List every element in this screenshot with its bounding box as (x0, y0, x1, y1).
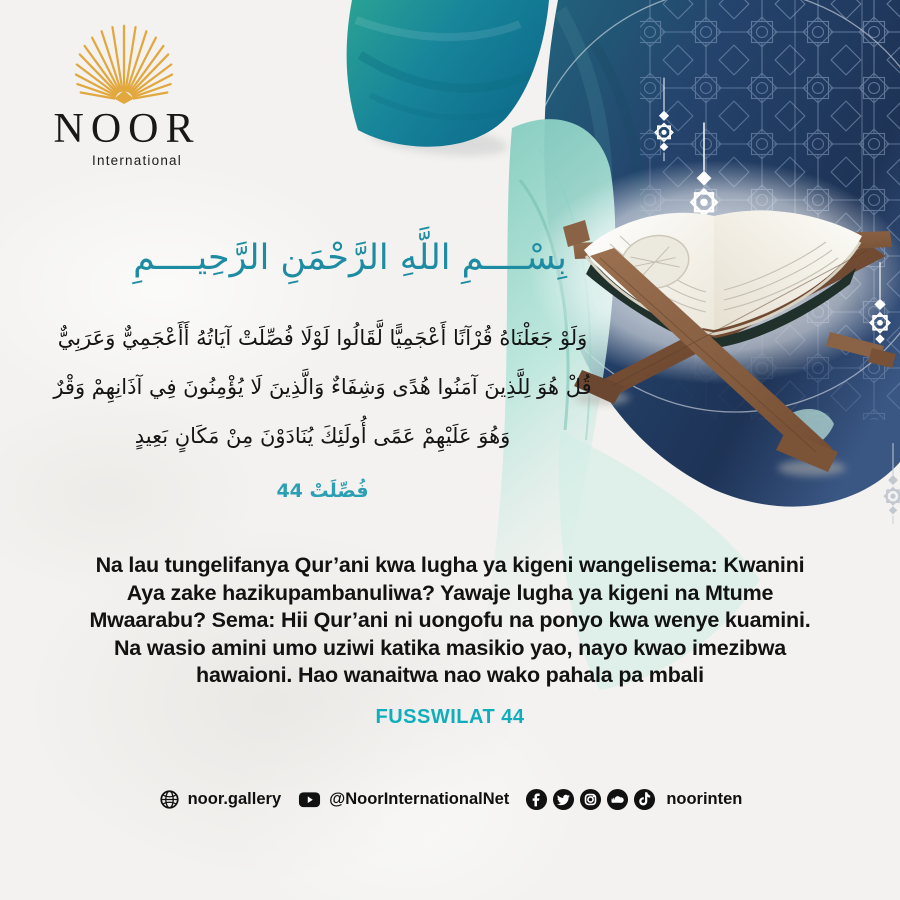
instagram-icon[interactable] (579, 788, 602, 811)
website-label: noor.gallery (187, 789, 282, 808)
bismillah-calligraphy: بِسْــــمِ اللَّهِ الرَّحْمَنِ الرَّحِيــــمِ (133, 238, 567, 278)
soundcloud-icon[interactable] (606, 788, 629, 811)
youtube-icon (297, 788, 322, 811)
translation-line: Na wasio amini umo uziwi katika masikio yao, nayo kwao imezibwa (113, 635, 787, 660)
logo-rays-icon (62, 16, 186, 106)
globe-icon (158, 788, 181, 811)
translation-line: hawaioni. Hao wanaitwa nao wako pahala pa mbali (196, 663, 704, 688)
brand-name: NOOR (53, 106, 201, 152)
translation-line: Mwaarabu? Sema: Hii Qur’ani ni uongofu na ponyo kwa wenye kuamini. (89, 608, 811, 633)
brand-subtitle: International (92, 153, 182, 168)
youtube-handle: @NoorInternationalNet (329, 789, 510, 808)
quran-verse-arabic (25, 314, 620, 461)
teal-wave-shape (347, 0, 549, 147)
verse-line: قُلْ هُوَ لِلَّذِينَ آمَنُوا هُدًى وَشِفَاءٌ وَالَّذِينَ لَا يُؤْمِنُونَ فِي آذَانِهِمْ وَقْرٌ (53, 375, 592, 399)
translation-reference: FUSSWILAT 44 (375, 706, 525, 728)
tiktok-icon[interactable] (633, 788, 656, 811)
noor-logo (42, 16, 206, 168)
social-handle: noorinten (666, 789, 743, 808)
youtube-link[interactable] (297, 788, 509, 811)
verse-line: وَهُوَ عَلَيْهِمْ عَمًى أُولَئِكَ يُنَادَوْنَ مِنْ مَكَانٍ بَعِيدٍ (134, 424, 511, 448)
verse-line: وَلَوْ جَعَلْنَاهُ قُرْآنًا أَعْجَمِيًّا لَّقَالُوا لَوْلَا فُصِّلَتْ آيَاتُهُ أَأَعْجَمِيٌّ وَعَرَبِيٌّ (57, 326, 588, 350)
social-links (525, 788, 742, 811)
website-link[interactable] (158, 788, 282, 811)
twitter-icon[interactable] (552, 788, 575, 811)
translation-line: Na lau tungelifanya Qur’ani kwa lugha ya kigeni wangelisema: Kwanini (95, 553, 805, 577)
footer-bar (0, 783, 900, 815)
facebook-icon[interactable] (525, 788, 548, 811)
verse-reference-arabic: فُصِّلَتْ 44 (276, 480, 369, 502)
translation-line: Aya zake hazikupambanuliwa? Yawaje lugha ya kigeni na Mtume (126, 580, 774, 605)
swahili-translation (55, 552, 845, 690)
